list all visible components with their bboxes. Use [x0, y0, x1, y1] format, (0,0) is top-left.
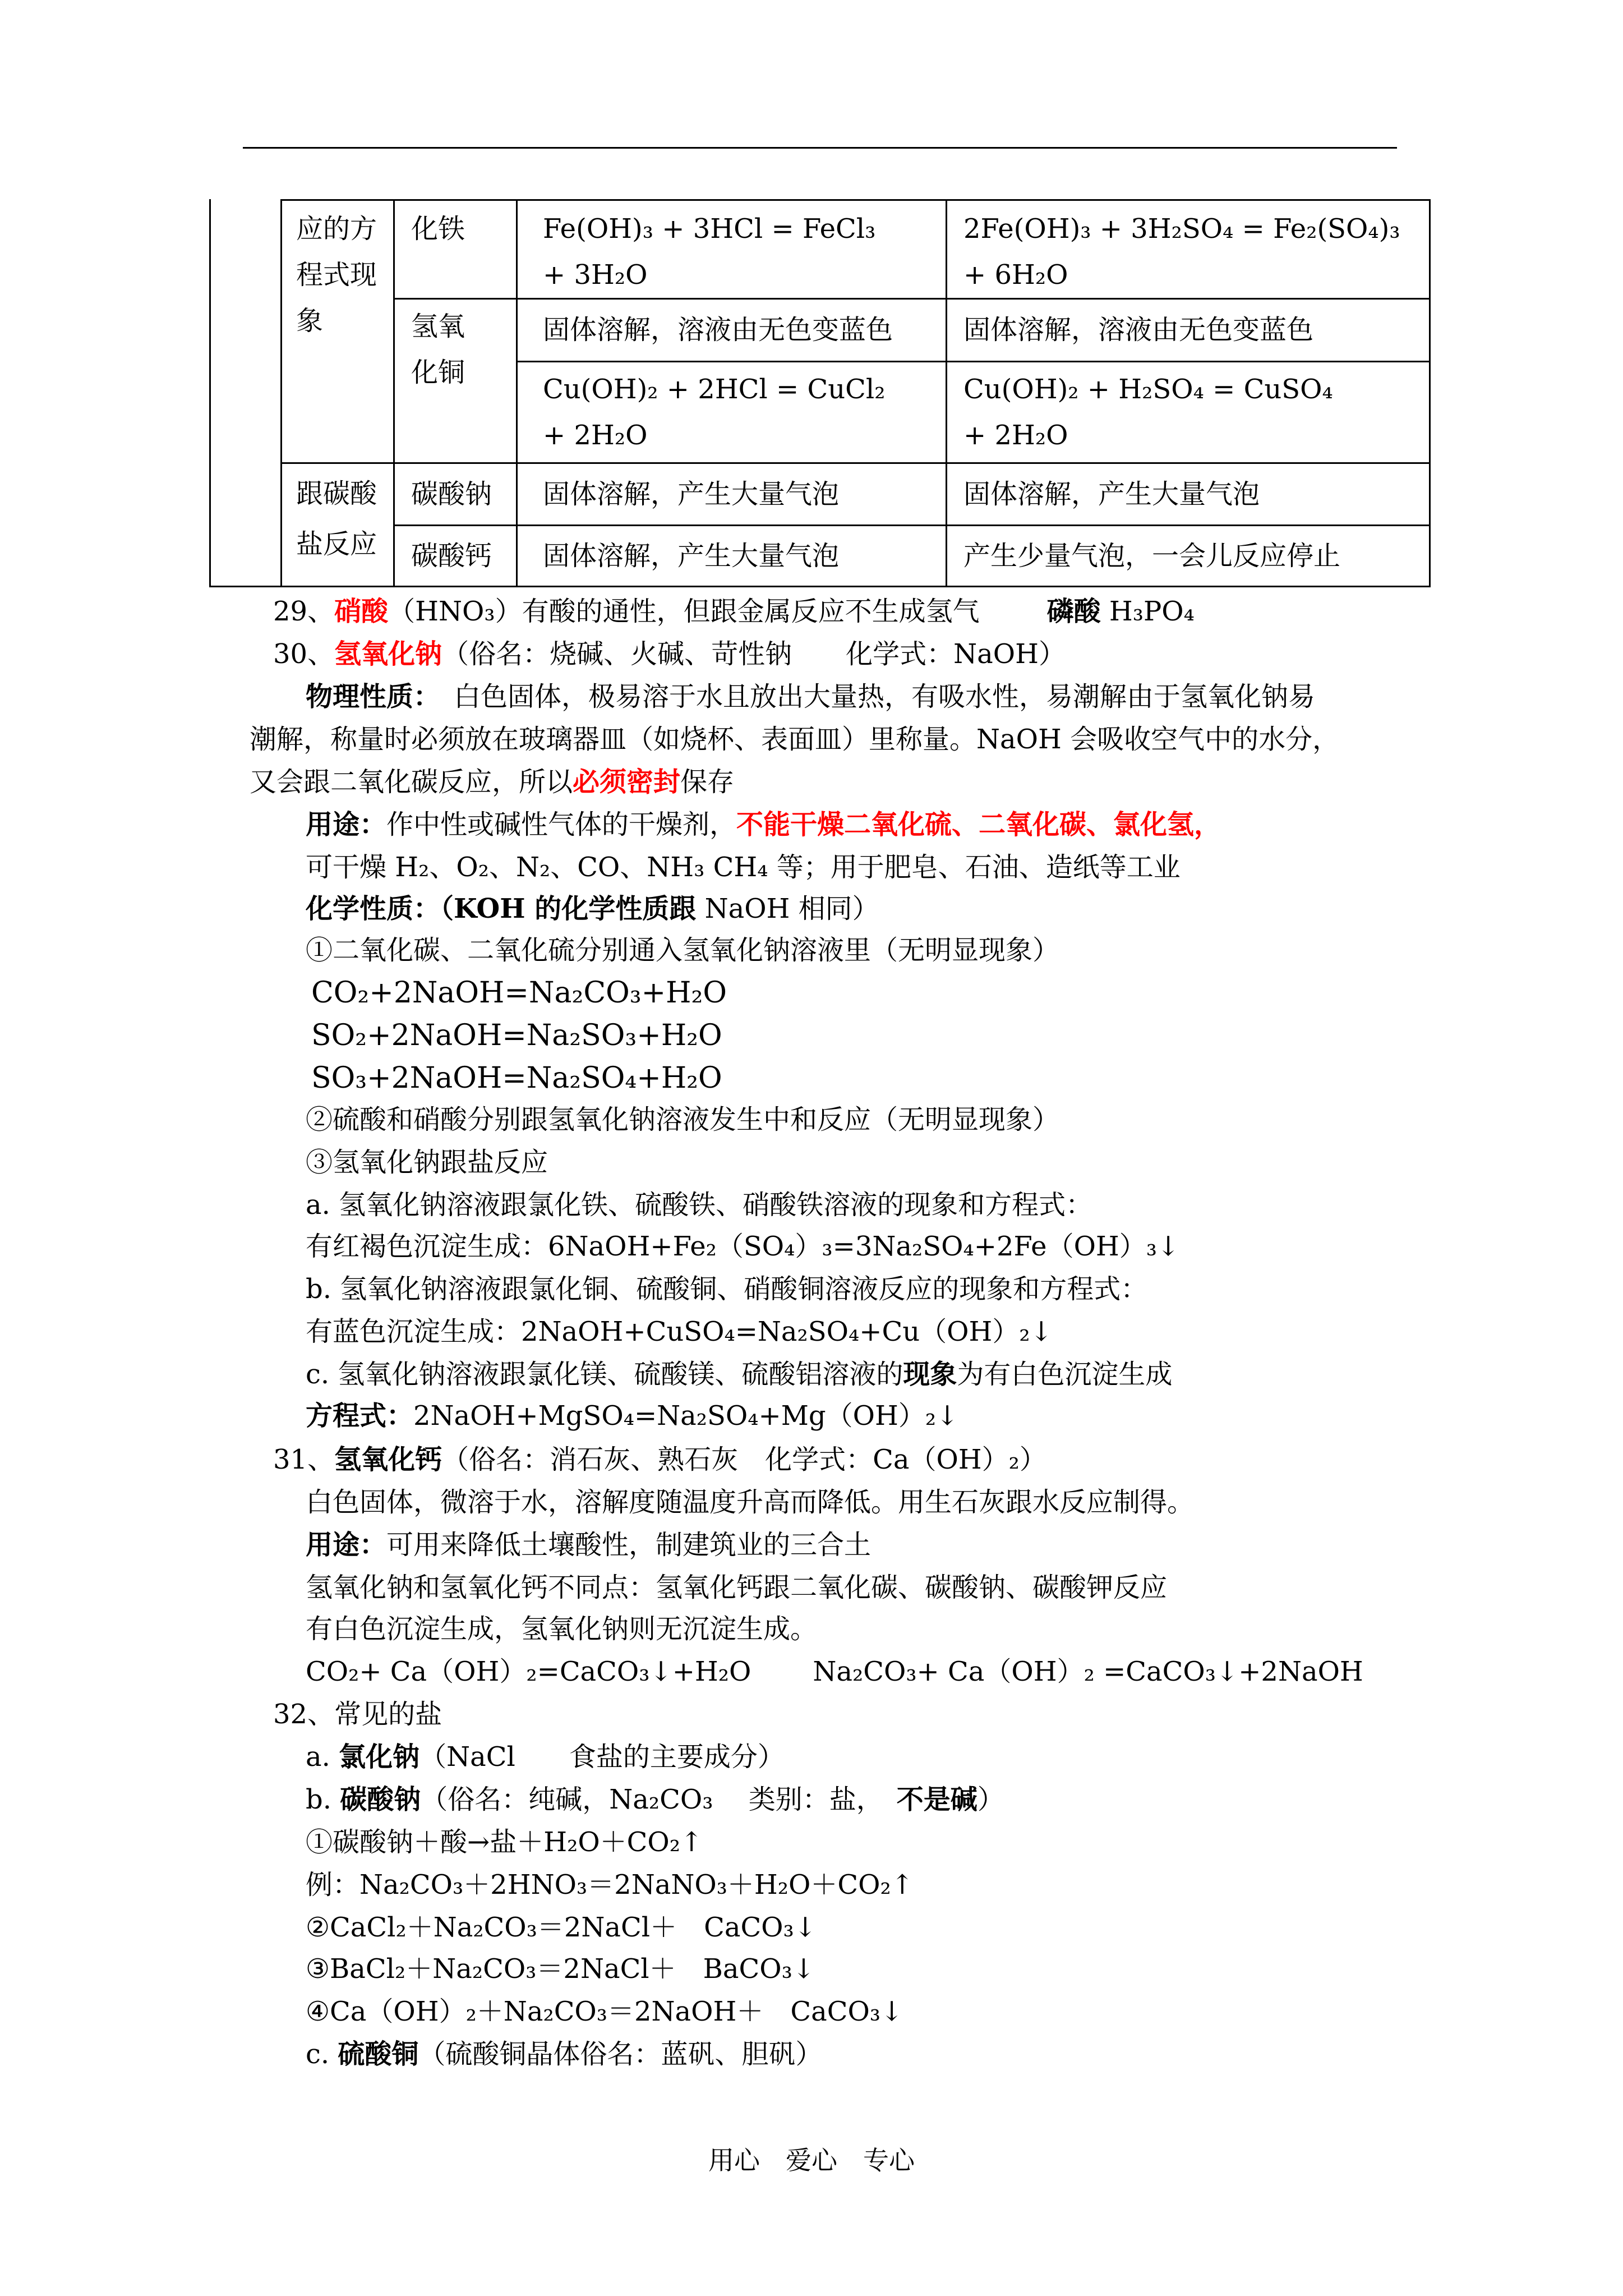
naoh-chem-2: ②硫酸和硝酸分别跟氢氧化钠溶液发生中和反应（无明显现象） [306, 1104, 1060, 1135]
section-32-title: 32、常见的盐 [273, 1699, 442, 1730]
naoh-chem-1: ①二氧化碳、二氧化硫分别通入氢氧化钠溶液里（无明显现象） [306, 935, 1060, 966]
table-equation: 2Fe(OH)₃ + 3H₂SO₄ = Fe₂(SO₄)₃ + 6H₂O [963, 213, 1400, 291]
caoh-diff-1: 氢氧化钠和氢氧化钙不同点：氢氧化钙跟二氧化碳、碳酸钠、碳酸钾反应 [306, 1572, 1168, 1603]
na2co3-r4: ④Ca（OH）₂＋Na₂CO₃＝2NaOH＋ CaCO₃↓ [306, 1996, 903, 2027]
page-footer: 用心 爱心 专心 [708, 2145, 915, 2175]
naoh-use-2: 可干燥 H₂、O₂、N₂、CO、NH₃ CH₄ 等；用于肥皂、石油、造纸等工业 [306, 852, 1181, 883]
naoh-salt-c-eq: 方程式：2NaOH+MgSO₄=Na₂SO₄+Mg（OH）₂↓ [306, 1400, 959, 1432]
table-equation: Cu(OH)₂ + 2HCl = CuCl₂ + 2H₂O [543, 374, 886, 451]
table-phenomenon: 固体溶解，产生大量气泡 [543, 478, 840, 510]
naoh-salt-b-eq: 有蓝色沉淀生成：2NaOH+CuSO₄=Na₂SO₄+Cu（OH）₂↓ [306, 1316, 1053, 1347]
table-phenomenon: 产生少量气泡，一会儿反应停止 [963, 540, 1341, 572]
naoh-physical-1: 物理性质： 白色固体，极易溶于水且放出大量热，有吸水性，易潮解由于氢氧化钠易 [306, 681, 1316, 712]
table-substance: 化铁 [411, 213, 465, 245]
table-phenomenon: 固体溶解，产生大量气泡 [543, 540, 840, 572]
salt-a: a. 氯化钠（NaCl 食盐的主要成分） [306, 1741, 785, 1773]
table-substance: 碳酸钠 [411, 478, 492, 510]
naoh-use-1: 用途：作中性或碱性气体的干燥剂，不能干燥二氧化硫、二氧化碳、氯化氢， [306, 809, 1221, 840]
header-rule [243, 147, 1397, 149]
section-29: 29、硝酸（HNO₃）有酸的通性，但跟金属反应不生成氢气 磷酸 H₃PO₄ [273, 596, 1195, 627]
caoh-desc: 白色固体，微溶于水，溶解度随温度升高而降低。用生石灰跟水反应制得。 [306, 1487, 1195, 1518]
equation: SO₃+2NaOH=Na₂SO₄+H₂O [311, 1061, 722, 1095]
naoh-salt-a-eq: 有红褐色沉淀生成：6NaOH+Fe₂（SO₄）₃=3Na₂SO₄+2Fe（OH）₃↓ [306, 1231, 1180, 1262]
reaction-table [209, 199, 1431, 587]
table-substance: 氢氧化铜 [411, 311, 465, 388]
table-category-equation: 应的方程式现象 [296, 213, 377, 337]
naoh-salt-b: b. 氢氧化钠溶液跟氯化铜、硫酸铜、硝酸铜溶液反应的现象和方程式： [306, 1273, 1148, 1305]
na2co3-r2: ②CaCl₂＋Na₂CO₃＝2NaCl＋ CaCO₃↓ [306, 1912, 817, 1943]
naoh-physical-3: 又会跟二氧化碳反应，所以必须密封保存 [250, 766, 735, 798]
caoh-use: 用途：可用来降低土壤酸性，制建筑业的三合土 [306, 1529, 872, 1561]
table-equation: Cu(OH)₂ + H₂SO₄ = CuSO₄ + 2H₂O [963, 374, 1333, 451]
table-equation: Fe(OH)₃ + 3HCl = FeCl₃ + 3H₂O [543, 213, 876, 291]
salt-c: c. 硫酸铜（硫酸铜晶体俗名：蓝矾、胆矾） [306, 2039, 823, 2070]
salt-b: b. 碳酸钠（俗名：纯碱，Na₂CO₃ 类别：盐， 不是碱） [306, 1784, 1004, 1815]
na2co3-r1: ①碳酸钠＋酸→盐＋H₂O＋CO₂↑ [306, 1826, 703, 1858]
naoh-chem-3: ③氢氧化钠跟盐反应 [306, 1147, 548, 1178]
caoh-diff-2: 有白色沉淀生成，氢氧化钠则无沉淀生成。 [306, 1613, 818, 1645]
table-substance: 碳酸钙 [411, 540, 492, 572]
caoh-equations: CO₂+ Ca（OH）₂=CaCO₃↓+H₂O Na₂CO₃+ Ca（OH）₂ =CaCO₃↓+2NaOH [306, 1656, 1363, 1687]
naoh-chem-label: 化学性质：（KOH 的化学性质跟 NaOH 相同） [306, 893, 879, 924]
section-30-title: 30、氢氧化钠（俗名：烧碱、火碱、苛性钠 化学式：NaOH） [273, 638, 1066, 670]
naoh-physical-2: 潮解，称量时必须放在玻璃器皿（如烧杯、表面皿）里称量。NaOH 会吸收空气中的水分， [250, 724, 1340, 755]
equation: CO₂+2NaOH=Na₂CO₃+H₂O [311, 976, 727, 1010]
na2co3-example: 例：Na₂CO₃＋2HNO₃＝2NaNO₃＋H₂O＋CO₂↑ [306, 1869, 914, 1901]
table-phenomenon: 固体溶解，溶液由无色变蓝色 [963, 314, 1314, 346]
na2co3-r3: ③BaCl₂＋Na₂CO₃＝2NaCl＋ BaCO₃↓ [306, 1953, 815, 1985]
section-31-title: 31、氢氧化钙（俗名：消石灰、熟石灰 化学式：Ca（OH）₂） [273, 1444, 1046, 1475]
naoh-salt-c: c. 氢氧化钠溶液跟氯化镁、硫酸镁、硫酸铝溶液的现象为有白色沉淀生成 [306, 1359, 1173, 1390]
table-phenomenon: 固体溶解，溶液由无色变蓝色 [543, 314, 893, 346]
equation: SO₂+2NaOH=Na₂SO₃+H₂O [311, 1019, 722, 1052]
table-phenomenon: 固体溶解，产生大量气泡 [963, 478, 1260, 510]
table-category-carbonate: 跟碳酸盐反应 [296, 478, 377, 560]
naoh-salt-a: a. 氢氧化钠溶液跟氯化铁、硫酸铁、硝酸铁溶液的现象和方程式： [306, 1189, 1093, 1221]
